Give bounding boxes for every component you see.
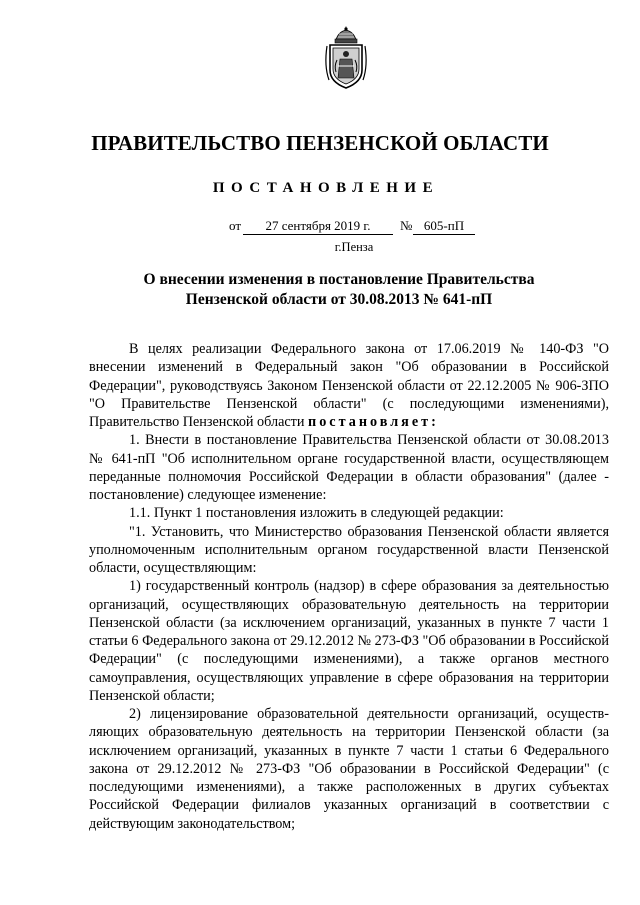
number-prefix: № [400, 218, 413, 233]
heading-line-1: О внесении изменения в постановление Правительства [143, 271, 535, 288]
coat-of-arms-emblem [321, 26, 371, 92]
date-prefix: от [229, 218, 242, 233]
document-heading [0, 270, 640, 310]
heading-line-2: Пензенской области от 30.08.2013 № 641-пП [185, 291, 493, 308]
document-number: 605-пП [413, 218, 475, 235]
paragraph-preamble [89, 340, 609, 431]
document-type: ПОСТАНОВЛЕНИЕ [212, 180, 440, 196]
document-date: 27 сентября 2019 г. [243, 218, 393, 235]
paragraph-item-1: 1. Внести в постановление Правительства Пензенской области от 30.08.2013 № 641-пП "Об исполнительном органе государственной власти, осуществляющем переданные полномочия Российской Федерации в области образования" (далее - постановление) следующее изменение: [89, 432, 609, 503]
government-name: ПРАВИТЕЛЬСТВО ПЕНЗЕНСКОЙ ОБЛАСТИ [91, 131, 549, 155]
city-name: г.Пенза [334, 240, 374, 254]
paragraph-quoted-item-1: "1. Установить, что Министерство образования Пензенской области является уполномоченным исполнительным органом государственной власти Пензенской области, осуществляющим: [89, 523, 609, 576]
resolves-keyword: постановляет: [308, 414, 439, 430]
paragraph-subitem-1: 1) государственный контроль (надзор) в сфере образования за деятельностью организаций, осуществляющих образовательную деятельность на территории Пензенской области (за исключением организаций, указанных в пункте 7 части 1 статьи 6 Федерального закона от 29.12.2012 № 273-ФЗ "Об образовании в Российской Федерации" (с последующими изменениями), а также органов местного самоуправления, осуществляющих управление в сфере образования на территории Пензенской области; [89, 578, 609, 704]
paragraph-item-1-1: 1.1. Пункт 1 постановления изложить в следующей редакции: [129, 505, 504, 522]
paragraph-subitem-2: 2) лицензирование образовательной деятельности организаций, осуществ-ляющих образовательную деятельность на территории Пензенской области (за исключением организаций, указанных в пункте 7 части 1 статьи 6 Федерального закона от 29.12.2012 № 273-ФЗ "Об образовании в Российской Федерации" (с последующими изменениями), а также расположенных в других субъектах Российской Федерации филиалов указанных организаций в соответствии с действующим законодательством; [89, 706, 609, 832]
preamble-text: В целях реализации Федерального закона от 17.06.2019 № 140-ФЗ "О внесении изменений в Федеральный закон "Об образовании в Российской Федерации", руководствуясь Законом Пензенской области от 22.12.2005 № 906-ЗПО "О Правительстве Пензенской области" (с последующими изменениями), Правительство Пензенской области [89, 341, 609, 430]
document-body [89, 340, 609, 833]
